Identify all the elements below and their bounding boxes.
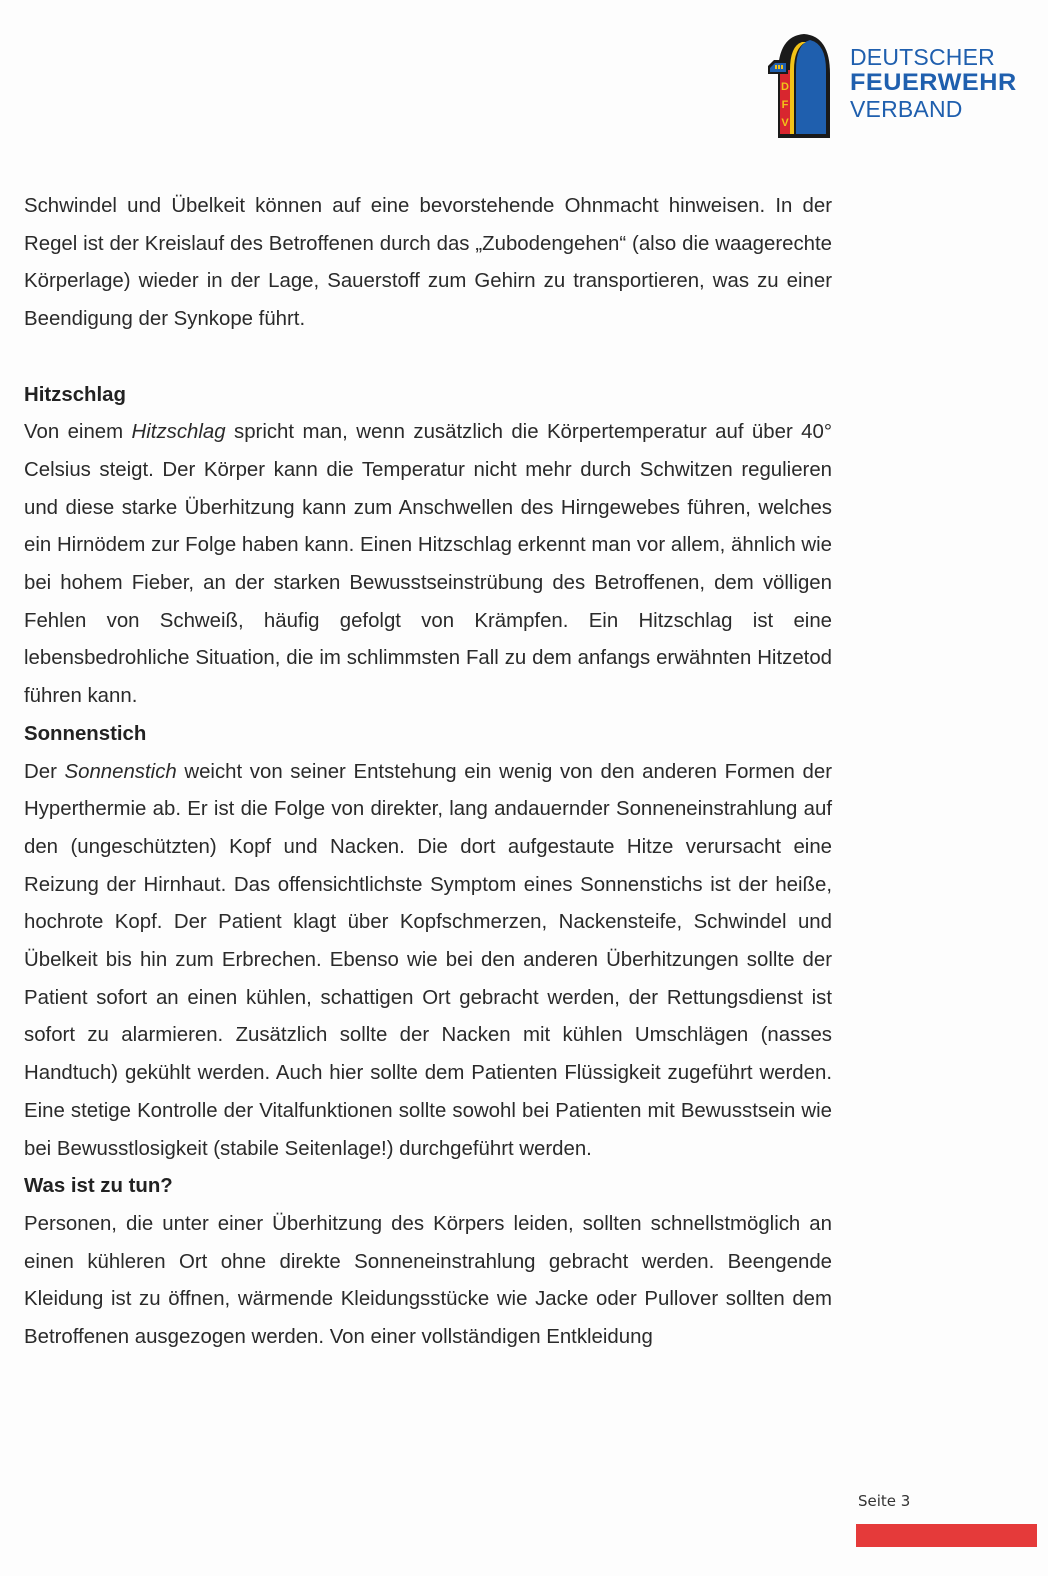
logo-line-deutscher: DEUTSCHER [850, 44, 995, 70]
lead-text: Von einem [24, 421, 132, 444]
footer-accent-bar [856, 1524, 1037, 1547]
section-heading-was-ist-zu-tun: Was ist zu tun? [24, 1175, 173, 1198]
intro-paragraph: Schwindel und Übelkeit können auf eine bevorstehende Ohnmacht hinweisen. In der Regel ist der Kreislauf des Betroffenen durch das „Zubodengehen“ (also die waagerechte Körperlage) wieder in der Lage, Sauerstoff zum Gehirn zu transportieren, was zu einer Beendigung der Synkope führt. [24, 195, 832, 331]
lead-text: Der [24, 760, 65, 783]
paragraph-was-ist-zu-tun: Personen, die unter einer Überhitzung des Körpers leiden, sollten schnellstmöglich an einen kühleren Ort ohne direkte Sonneneinstrahlung gebracht werden. Beengende Kleidung ist zu öffnen, wärmende Kleidungsstücke wie Jacke oder Pullover sollten dem Betroffenen ausgezogen werden. Von einer vollständigen Entkleidung [24, 1212, 832, 1349]
paragraph-hitzschlag [24, 414, 832, 716]
logo-wordmark [850, 44, 1017, 122]
paragraph-sonnenstich [24, 754, 832, 1169]
section-was-ist-zu-tun [24, 1168, 832, 1357]
page-number: Seite 3 [858, 1492, 911, 1510]
dfv-emblem-icon [766, 30, 834, 138]
term-hitzschlag: Hitzschlag [131, 421, 226, 444]
section-sonnenstich [24, 716, 832, 1168]
document-body [24, 188, 832, 1357]
emblem-letter-f: F [781, 99, 789, 111]
logo-line-feuerwehr: FEUERWEHR [850, 69, 1017, 96]
section-heading-hitzschlag: Hitzschlag [24, 383, 126, 406]
emblem-letter-v: V [781, 117, 789, 129]
emblem-letter-d: D [781, 81, 789, 93]
dfv-logo [766, 30, 1028, 140]
term-sonnenstich: Sonnenstich [64, 760, 177, 783]
logo-line-verband: VERBAND [850, 96, 963, 122]
body-text: spricht man, wenn zusätzlich die Körpertemperatur auf über 40° Celsius steigt. Der Körper kann die Temperatur nicht mehr durch Schwitzen regulieren und diese starke Überhitzung kann zum Anschwellen des Hirngewebes führen, welches ein Hirnödem zur Folge haben kann. Einen Hitzschlag erkennt man vor allem, ähnlich wie bei hohem Fieber, an der starken Bewusstseinstrübung des Betroffenen, dem völligen Fehlen von Schweiß, häufig gefolgt von Krämpfen. Ein Hitzschlag ist eine lebensbedrohliche Situation, die im schlimmsten Fall zu dem anfangs erwähnten Hitzetod führen kann. [24, 421, 832, 708]
section-hitzschlag [24, 377, 832, 716]
section-heading-sonnenstich: Sonnenstich [24, 722, 147, 745]
body-text: weicht von seiner Entstehung ein wenig von den anderen Formen der Hyperthermie ab. Er ist die Folge von direkter, lang andauernder Sonneneinstrahlung auf den (ungeschützten) Kopf und Nacken. Die dort aufgestaute Hitze verursacht eine Reizung der Hirnhaut. Das offensichtlichste Symptom eines Sonnenstichs ist der heiße, hochrote Kopf. Der Patient klagt über Kopfschmerzen, Nackensteife, Schwindel und Übelkeit bis hin zum Erbrechen. Ebenso wie bei den anderen Überhitzungen sollte der Patient sofort an einen kühlen, schattigen Ort gebracht werden, der Rettungsdienst ist sofort zu alarmieren. Zusätzlich sollte der Nacken mit kühlen Umschlägen (nasses Handtuch) gekühlt werden. Auch hier sollte dem Patienten Flüssigkeit zugeführt werden. Eine stetige Kontrolle der Vitalfunktionen sollte sowohl bei Patienten mit Bewusstsein wie bei Bewusstlosigkeit (stabile Seitenlage!) durchgeführt werden. [24, 760, 832, 1160]
